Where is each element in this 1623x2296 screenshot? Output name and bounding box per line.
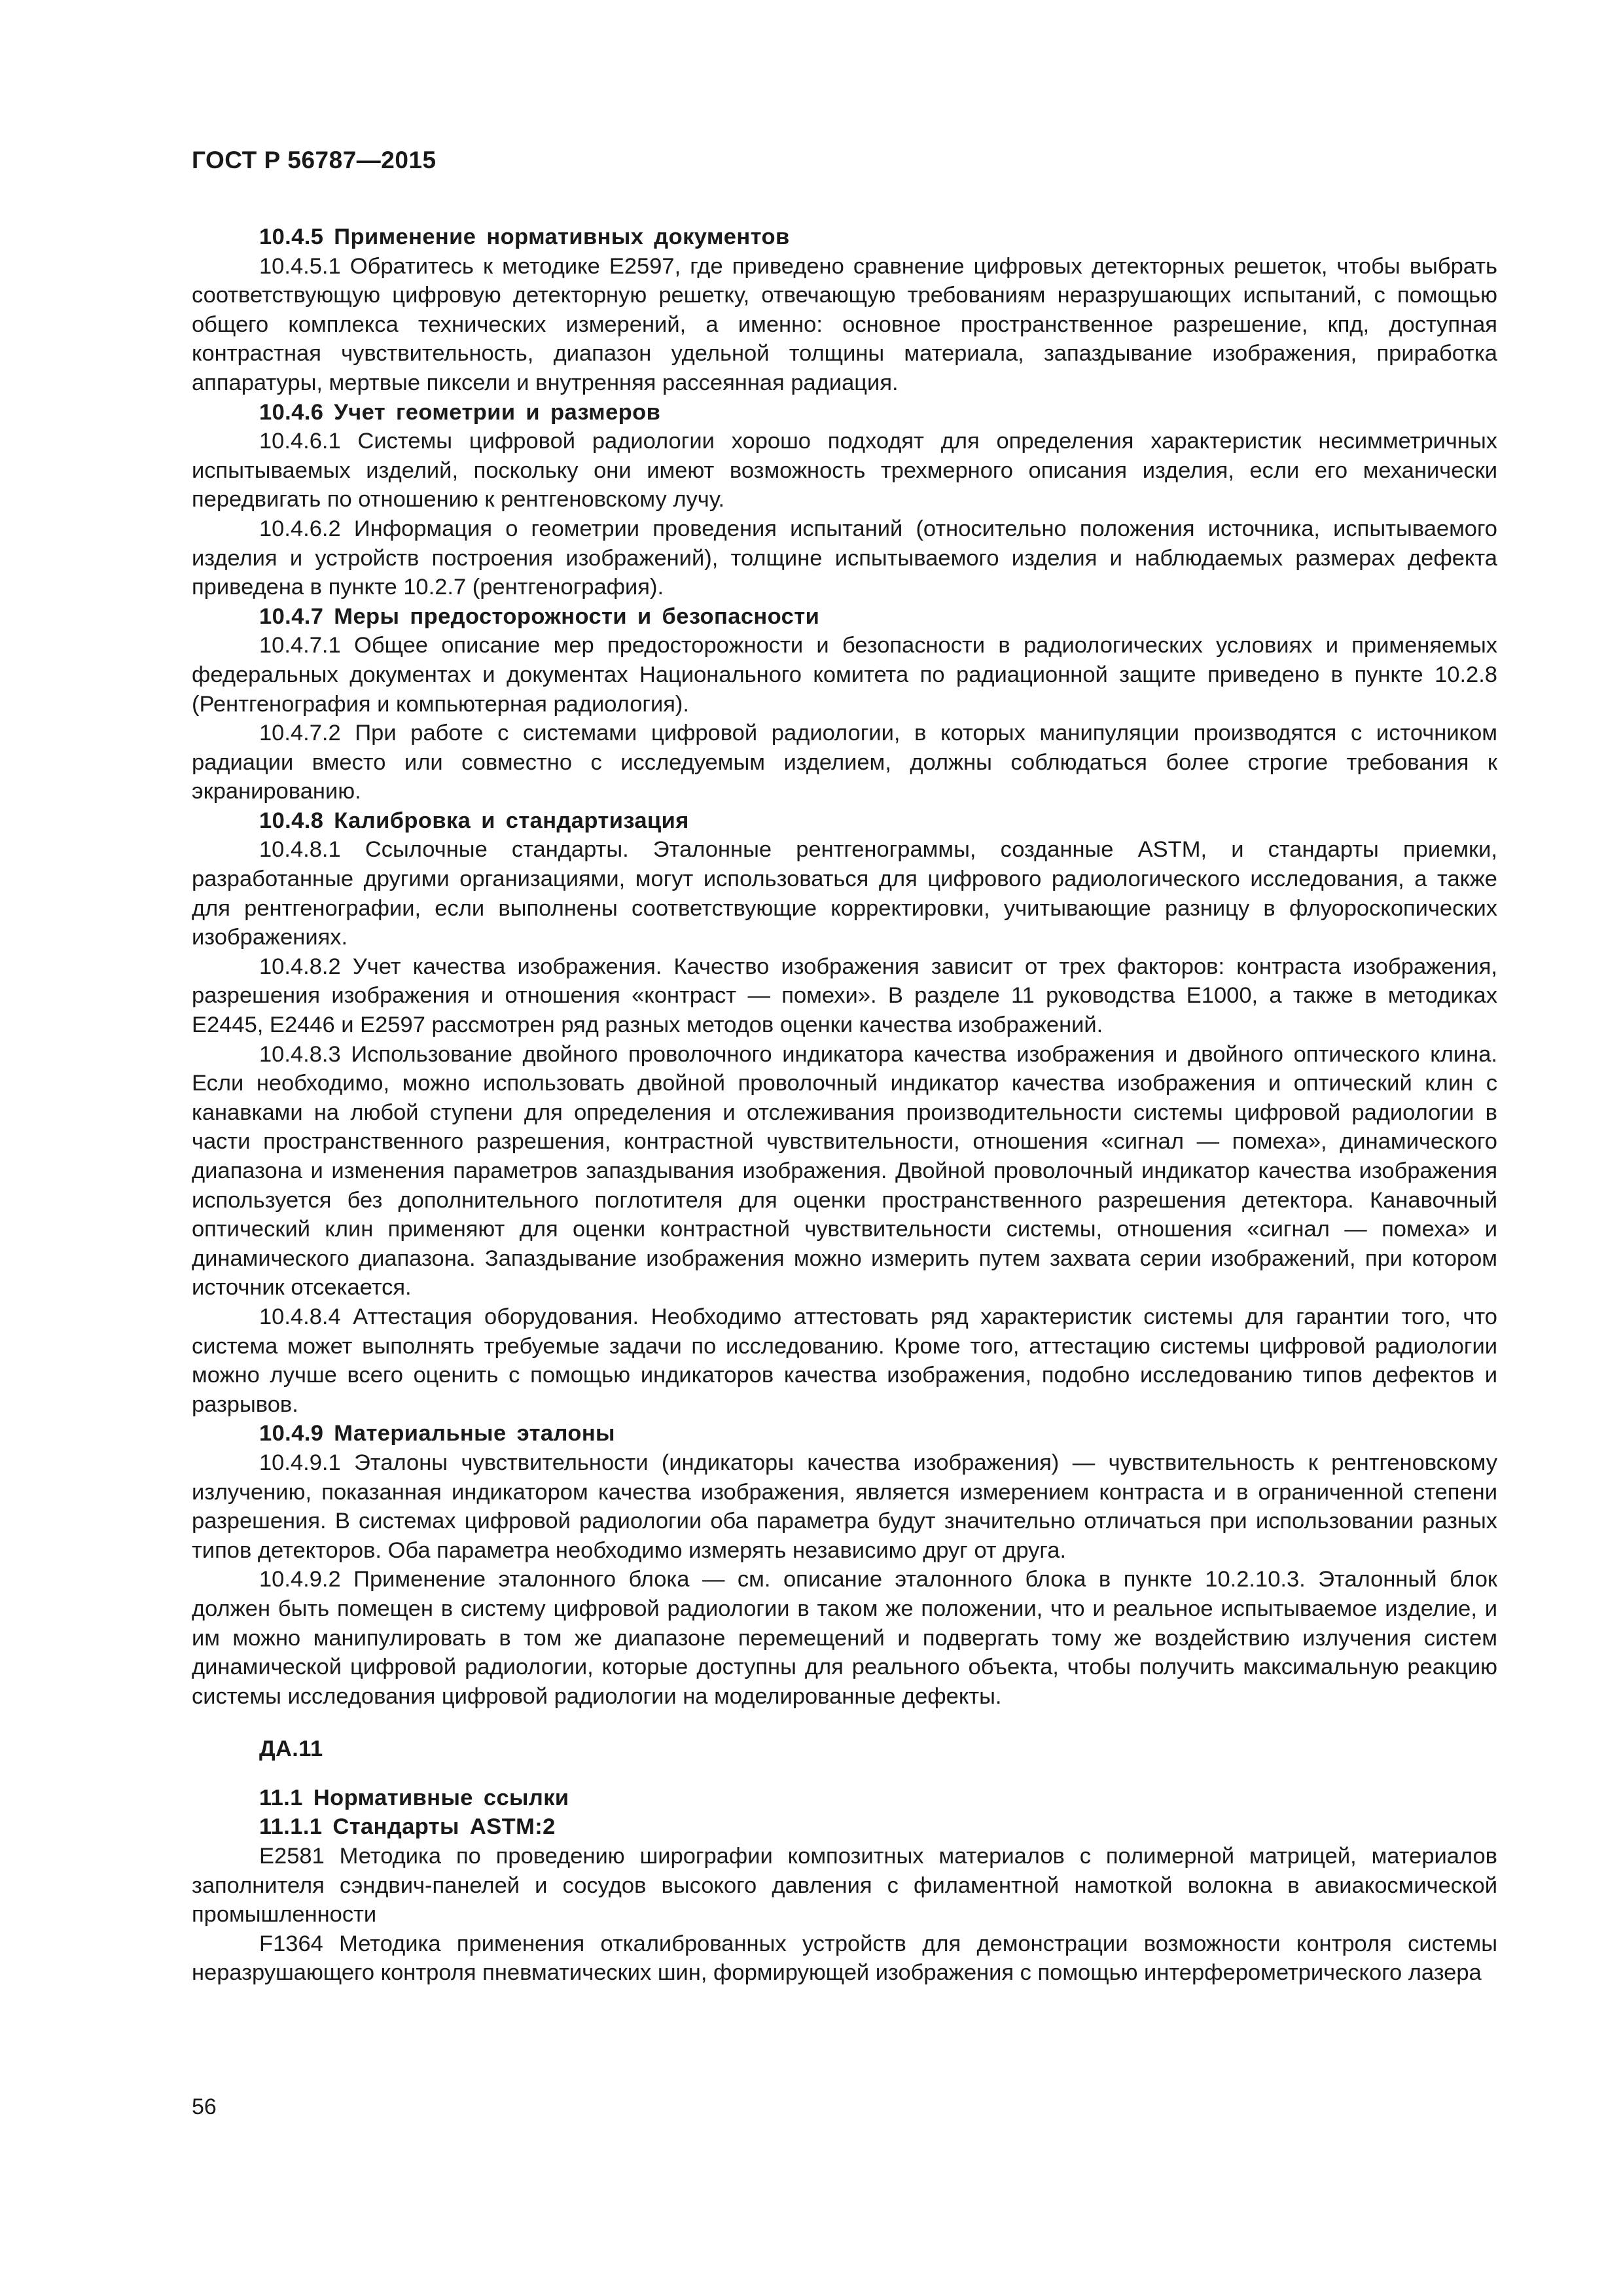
document-body — [192, 223, 1497, 1988]
paragraph-10-4-8-1: 10.4.8.1 Ссылочные стандарты. Эталонные рентгенограммы, созданные ASTM, и стандарты приемки, разработанные другими организациями, могут использоваться для цифрового радиологического исследования, а также для рентгенографии, если выполнены соответствующие корректировки, учитывающие разницу в флуороскопических изображениях. — [192, 837, 1497, 950]
document-header: ГОСТ Р 56787—2015 — [192, 147, 437, 173]
appendix-heading-da-11: ДА.11 — [259, 1736, 323, 1762]
reference-f1364: F1364 Методика применения откалиброванных устройств для демонстрации возможности контроля системы неразрушающего контроля пневматических шин, формирующей изображения с помощью интерферометрического лазера — [192, 1931, 1497, 1986]
paragraph-10-4-9-2: 10.4.9.2 Применение эталонного блока — см. описание эталонного блока в пункте 10.2.10.3. Эталонный блок должен быть помещен в систему цифровой радиологии в таком же положении, что и реальное испытываемое изделие, и им можно манипулировать в том же диапазоне перемещений и подвергать тому же воздействию излучения систем динамической цифровой радиологии, которые доступны для реального объекта, чтобы получить максимальную реакцию системы исследования цифровой радиологии на моделированные дефекты. — [192, 1567, 1497, 1709]
paragraph-10-4-6-2: 10.4.6.2 Информация о геометрии проведения испытаний (относительно положения источника, испытываемого изделия и устройств построения изображений), толщине испытываемого изделия и наблюдаемых размерах дефекта приведена в пункте 10.2.7 (рентгенография). — [192, 516, 1497, 600]
paragraph-10-4-7-2: 10.4.7.2 При работе с системами цифровой радиологии, в которых манипуляции производятся с источником радиации вместо или совместно с исследуемым изделием, должны соблюдаться более строгие требования к экранированию. — [192, 721, 1497, 804]
paragraph-10-4-8-2: 10.4.8.2 Учет качества изображения. Качество изображения зависит от трех факторов: контраста изображения, разрешения изображения и отношения «контраст — помехи». В разделе 11 руководства E1000, а также в методиках E2445, E2446 и E2597 рассмотрен ряд разных методов оценки качества изображений. — [192, 954, 1497, 1038]
paragraph-10-4-8-4: 10.4.8.4 Аттестация оборудования. Необходимо аттестовать ряд характеристик системы для гарантии того, что система может выполнять требуемые задачи по исследованию. Кроме того, аттестацию системы цифровой радиологии можно лучше всего оценить с помощью индикаторов качества изображения, подобно исследованию типов дефектов и разрывов. — [192, 1304, 1497, 1417]
section-heading-10-4-5: 10.4.5 Применение нормативных документов — [259, 224, 790, 249]
paragraph-10-4-7-1: 10.4.7.1 Общее описание мер предосторожности и безопасности в радиологических условиях и применяемых федеральных документах и документах Национального комитета по радиационной защите приведено в пункте 10.2.8 (Рентгенография и компьютерная радиология). — [192, 633, 1497, 717]
section-heading-10-4-7: 10.4.7 Меры предосторожности и безопасности — [259, 603, 820, 629]
section-heading-10-4-9: 10.4.9 Материальные эталоны — [259, 1421, 615, 1446]
section-heading-10-4-8: 10.4.8 Калибровка и стандартизация — [259, 808, 689, 833]
section-heading-10-4-6: 10.4.6 Учет геометрии и размеров — [259, 399, 661, 425]
paragraph-10-4-8-3: 10.4.8.3 Использование двойного проволочного индикатора качества изображения и двойного оптического клина. Если необходимо, можно использовать двойной проволочный индикатор качества изображения и оптический клин с канавками на любой ступени для определения и отслеживания производительности системы цифровой радиологии в части пространственного разрешения, контрастной чувствительности, отношения «сигнал — помеха», динамического диапазона и изменения параметров запаздывания изображения. Двойной проволочный индикатор качества изображения используется без дополнительного поглотителя для оценки пространственного разрешения детектора. Канавочный оптический клин применяют для оценки контрастной чувствительности системы, отношения «сигнал — помеха» и динамического диапазона. Запаздывание изображения можно измерить путем захвата серии изображений, при котором источник отсекается. — [192, 1041, 1497, 1300]
reference-e2581: E2581 Методика по проведению ширографии композитных материалов с полимерной матрицей, материалов заполнителя сэндвич-панелей и сосудов высокого давления с филаментной намоткой волокна в авиакосмической промышленности — [192, 1844, 1497, 1928]
paragraph-10-4-9-1: 10.4.9.1 Эталоны чувствительности (индикаторы качества изображения) — чувствительность к рентгеновскому излучению, показанная индикатором качества изображения, является измерением контраста и в ограниченной степени разрешения. В системах цифровой радиологии оба параметра будут значительно отличаться при использовании разных типов детекторов. Оба параметра необходимо измерять независимо друг от друга. — [192, 1450, 1497, 1563]
paragraph-10-4-6-1: 10.4.6.1 Системы цифровой радиологии хорошо подходят для определения характеристик несимметричных испытываемых изделий, поскольку они имеют возможность трехмерного описания изделия, если его механически передвигать по отношению к рентгеновскому лучу. — [192, 429, 1497, 512]
page-number: 56 — [192, 2094, 217, 2119]
paragraph-10-4-5-1: 10.4.5.1 Обратитесь к методике E2597, где приведено сравнение цифровых детекторных решеток, чтобы выбрать соответствующую цифровую детекторную решетку, отвечающую требованиям неразрушающих испытаний, с помощью общего комплекса технических измерений, а именно: основное пространственное разрешение, кпд, доступная контрастная чувствительность, диапазон удельной толщины материала, запаздывание изображения, приработка аппаратуры, мертвые пиксели и внутренняя рассеянная радиация. — [192, 253, 1497, 395]
section-heading-11-1-1: 11.1.1 Стандарты ASTM:2 — [259, 1814, 556, 1840]
section-heading-11-1: 11.1 Нормативные ссылки — [259, 1785, 569, 1810]
